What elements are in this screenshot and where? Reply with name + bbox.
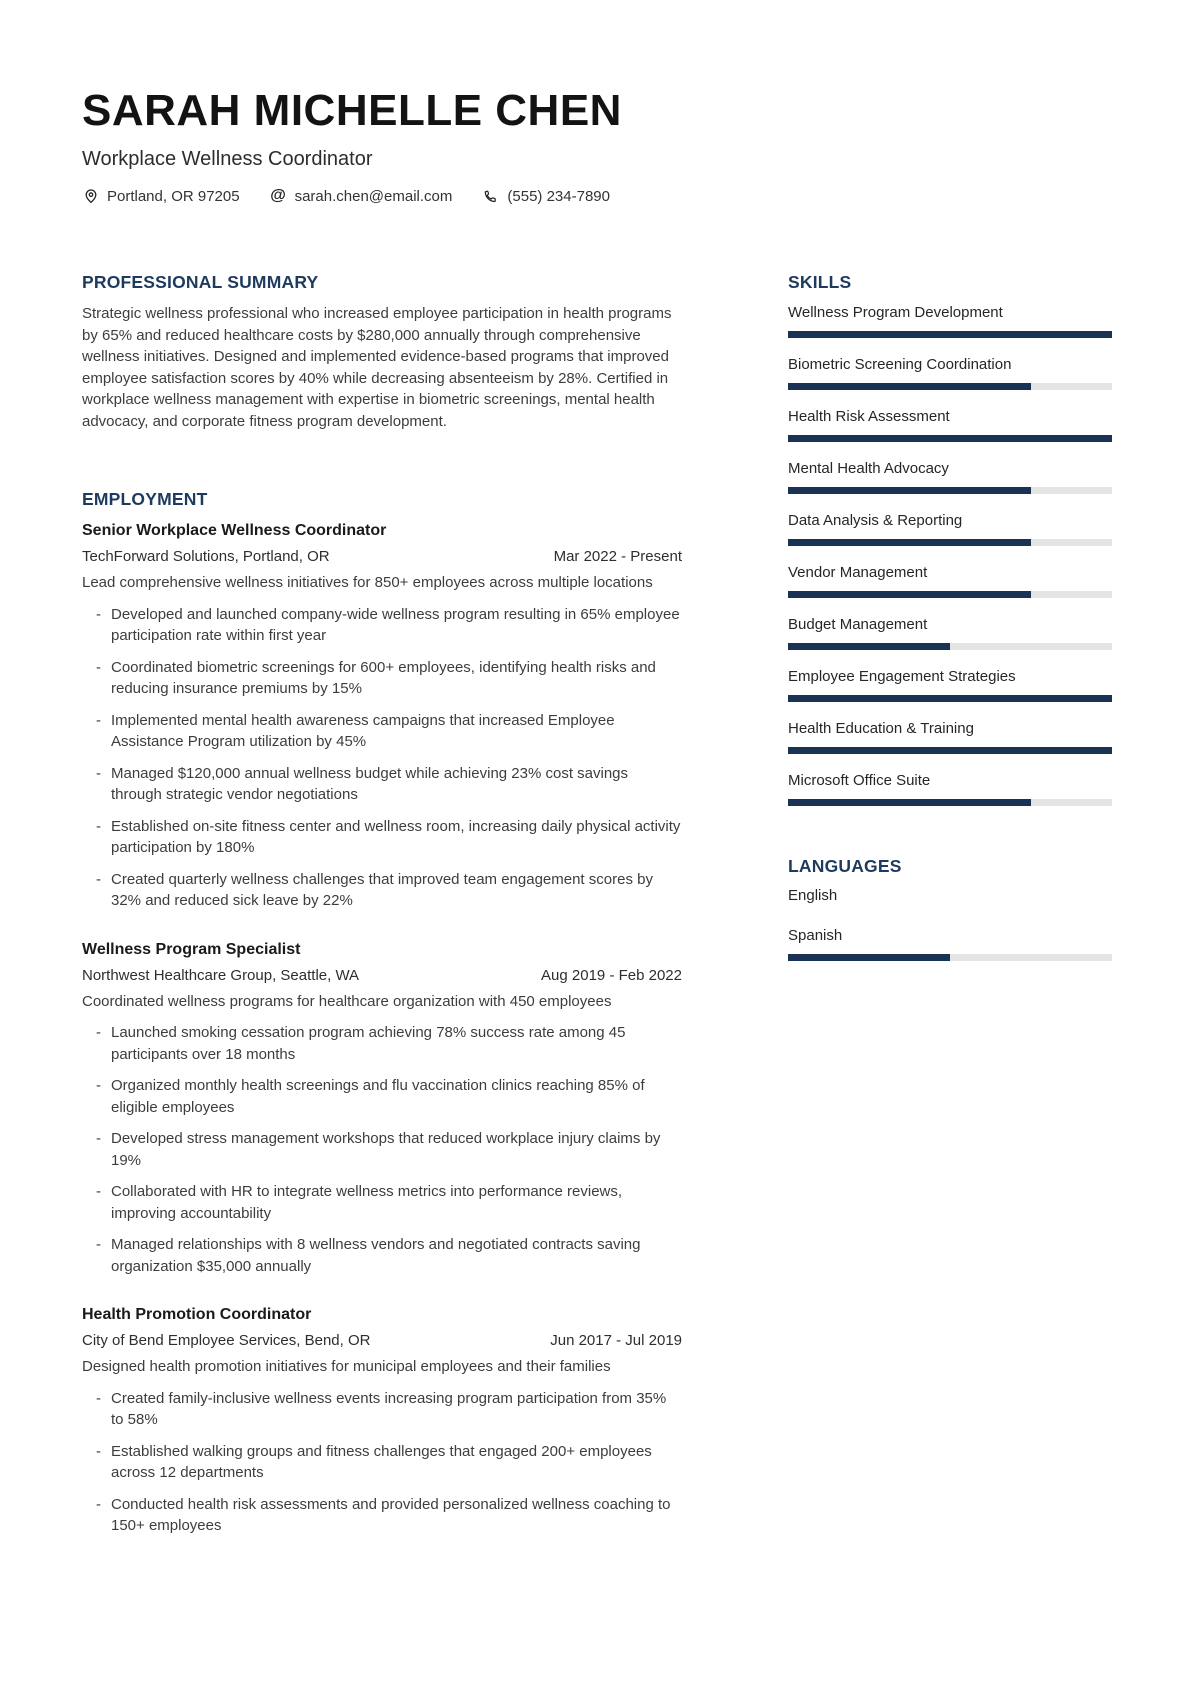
summary-heading: PROFESSIONAL SUMMARY <box>82 272 319 292</box>
skill-name: Vendor Management <box>788 564 928 581</box>
job-bullet: - Coordinated biometric screenings for 600+ employees, identifying health risks and reducing insurance premiums by 15% <box>82 657 682 700</box>
skill-bar <box>788 695 1112 702</box>
job-bullet: - Implemented mental health awareness campaigns that increased Employee Assistance Program utilization by 45% <box>82 710 682 753</box>
skill-name: Wellness Program Development <box>788 304 1003 321</box>
job-description: Designed health promotion initiatives for municipal employees and their families <box>82 1358 611 1375</box>
skill-item <box>788 355 1112 390</box>
job-bullet: - Organized monthly health screenings and flu vaccination clinics reaching 85% of eligible employees <box>82 1075 682 1118</box>
job-bullet: - Collaborated with HR to integrate wellness metrics into performance reviews, improving accountability <box>82 1181 682 1224</box>
job-bullet: - Created quarterly wellness challenges that improved team engagement scores by 32% and reduced sick leave by 22% <box>82 869 682 912</box>
job-bullets <box>82 604 682 912</box>
job-meta <box>82 1331 682 1351</box>
contact-row <box>82 188 1112 205</box>
skill-item <box>788 667 1112 702</box>
contact-location <box>82 188 240 205</box>
job-description: Lead comprehensive wellness initiatives for 850+ employees across multiple locations <box>82 574 653 591</box>
job-bullets <box>82 1022 682 1277</box>
sidebar-column <box>788 272 1112 1565</box>
languages-heading: LANGUAGES <box>788 856 902 876</box>
language-item <box>788 926 1112 961</box>
job-meta <box>82 547 682 567</box>
job-company: TechForward Solutions, Portland, OR <box>82 548 330 565</box>
skill-bar-fill <box>788 487 1031 494</box>
skill-bar-fill <box>788 331 1112 338</box>
job-entry <box>82 940 682 1278</box>
job-company: Northwest Healthcare Group, Seattle, WA <box>82 966 360 984</box>
skill-bar <box>788 539 1112 546</box>
job-bullet: - Developed stress management workshops that reduced workplace injury claims by 19% <box>82 1128 682 1171</box>
skill-bar <box>788 383 1112 390</box>
contact-location-text: Portland, OR 97205 <box>107 187 240 205</box>
main-column <box>82 272 682 1565</box>
skill-bar <box>788 435 1112 442</box>
skill-name: Data Analysis & Reporting <box>788 512 963 529</box>
phone-icon <box>482 188 499 205</box>
skill-bar-fill <box>788 383 1031 390</box>
at-sign-icon: @ <box>270 187 286 205</box>
skill-item <box>788 407 1112 442</box>
skill-bar-fill <box>788 435 1112 442</box>
resume-body <box>82 272 1112 1565</box>
skill-name: Health Risk Assessment <box>788 408 950 425</box>
job-bullet: - Launched smoking cessation program achieving 78% success rate among 45 participants over 18 months <box>82 1022 682 1065</box>
skill-bar <box>788 331 1112 338</box>
skill-item <box>788 511 1112 546</box>
language-bar <box>788 954 1112 961</box>
job-bullet: - Managed $120,000 annual wellness budget while achieving 23% cost savings through strategic vendor negotiations <box>82 763 682 806</box>
skills-heading: SKILLS <box>788 272 852 292</box>
skill-bar <box>788 643 1112 650</box>
job-bullets <box>82 1388 682 1537</box>
language-bar-fill <box>788 954 950 961</box>
skill-bar-fill <box>788 591 1031 598</box>
employment-section <box>82 489 682 1537</box>
languages-section <box>788 856 1112 961</box>
location-pin-icon <box>82 188 99 205</box>
jobs-list <box>82 521 682 1537</box>
skill-bar <box>788 591 1112 598</box>
skill-bar-fill <box>788 539 1031 546</box>
skill-item <box>788 771 1112 806</box>
contact-phone-text: (555) 234-7890 <box>507 187 610 205</box>
skill-bar <box>788 487 1112 494</box>
summary-section <box>82 272 682 432</box>
job-bullet: - Established on-site fitness center and wellness room, increasing daily physical activity participation by 180% <box>82 816 682 859</box>
job-title: Wellness Program Specialist <box>82 940 301 958</box>
skill-name: Employee Engagement Strategies <box>788 668 1016 685</box>
skill-name: Microsoft Office Suite <box>788 772 931 789</box>
job-dates: Aug 2019 - Feb 2022 <box>541 966 682 984</box>
skill-name: Mental Health Advocacy <box>788 460 949 477</box>
skill-item <box>788 459 1112 494</box>
summary-text: Strategic wellness professional who increased employee participation in health programs by 65% and reduced healthcare costs by $280,000 annually through comprehensive wellness initiatives. Designed and implemented evidence-based programs that improved employee satisfaction scores by 40% while decreasing absenteeism by 28%. Certified in workplace wellness management with expertise in biometric screenings, mental health advocacy, and corporate fitness program development. <box>82 305 672 430</box>
candidate-title: Workplace Wellness Coordinator <box>82 147 373 170</box>
skill-bar <box>788 799 1112 806</box>
job-meta <box>82 966 682 986</box>
contact-email-text: sarah.chen@email.com <box>294 187 453 205</box>
job-description: Coordinated wellness programs for healthcare organization with 450 employees <box>82 992 612 1010</box>
language-name: English <box>788 887 838 904</box>
skill-item <box>788 303 1112 338</box>
resume-header <box>82 88 1112 205</box>
skills-list <box>788 303 1112 806</box>
skill-name: Health Education & Training <box>788 720 974 737</box>
job-entry <box>82 1305 682 1537</box>
language-item <box>788 886 1112 905</box>
job-bullet: - Created family-inclusive wellness events increasing program participation from 35% to 58% <box>82 1388 682 1431</box>
skill-bar-fill <box>788 799 1031 806</box>
job-dates: Mar 2022 - Present <box>553 548 682 565</box>
skill-item <box>788 563 1112 598</box>
skill-name: Budget Management <box>788 616 928 633</box>
job-bullet: - Conducted health risk assessments and provided personalized wellness coaching to 150+ employees <box>82 1494 682 1537</box>
job-bullet: - Managed relationships with 8 wellness vendors and negotiated contracts saving organization $35,000 annually <box>82 1234 682 1277</box>
skill-bar-fill <box>788 747 1112 754</box>
skill-bar-fill <box>788 695 1112 702</box>
job-company: City of Bend Employee Services, Bend, OR <box>82 1332 371 1349</box>
job-title: Senior Workplace Wellness Coordinator <box>82 522 387 539</box>
skill-name: Biometric Screening Coordination <box>788 356 1012 373</box>
skill-bar-fill <box>788 643 950 650</box>
languages-list <box>788 886 1112 961</box>
contact-phone <box>482 188 610 205</box>
language-name: Spanish <box>788 927 843 944</box>
job-title: Health Promotion Coordinator <box>82 1306 312 1323</box>
skill-bar <box>788 747 1112 754</box>
job-bullet: - Established walking groups and fitness challenges that engaged 200+ employees across 12 departments <box>82 1441 682 1484</box>
skill-item <box>788 615 1112 650</box>
contact-email <box>270 188 453 205</box>
employment-heading: EMPLOYMENT <box>82 489 208 509</box>
job-dates: Jun 2017 - Jul 2019 <box>550 1332 682 1349</box>
skill-item <box>788 719 1112 754</box>
job-bullet: - Developed and launched company-wide wellness program resulting in 65% employee participation rate within first year <box>82 604 682 647</box>
candidate-name: SARAH MICHELLE CHEN <box>82 86 622 135</box>
job-entry <box>82 521 682 912</box>
skills-section <box>788 272 1112 806</box>
